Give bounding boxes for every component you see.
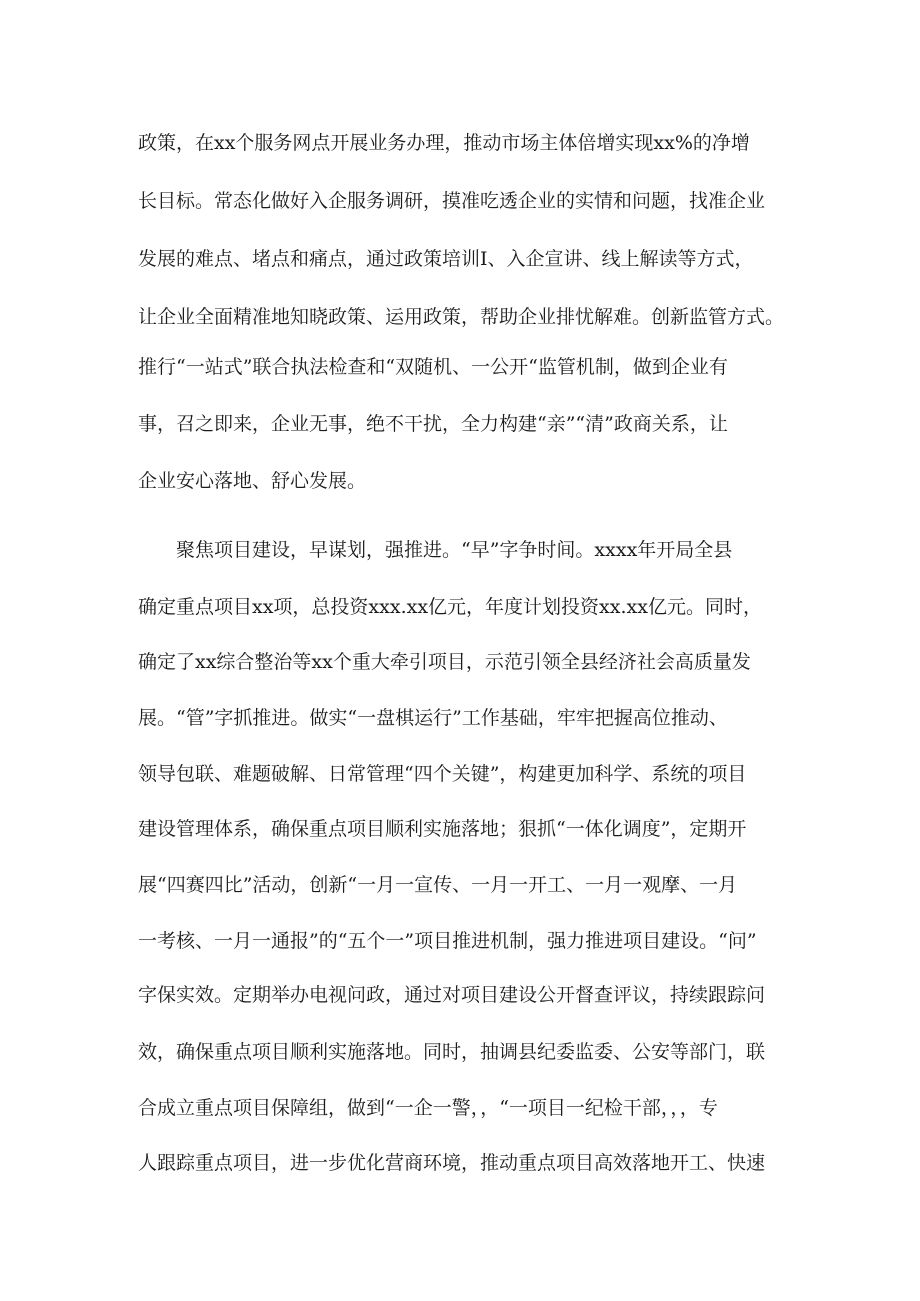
text-line: 发展的难点、堵点和痛点，通过政策培训I、入企宣讲、线上解读等方式， [138,248,754,270]
text-line: 聚焦项目建设，早谋划，强推进。“早”字争时间。xxxx年开局全县 [176,539,733,561]
text-line: 推行“一站式”联合执法检查和“双随机、一公开“监管机制，做到企业有 [138,356,728,378]
text-line: 合成立重点项目保障组，做到“一企一警，，“一项目一纪检干部，，，专 [138,1097,718,1119]
text-line: 一考核、一月一通报”的“五个一”项目推进机制，强力推进项目建设。“问” [138,930,757,952]
text-line: 人跟踪重点项目，进一步优化营商环境，推动重点项目高效落地开工、快速 [138,1152,766,1174]
text-line: 领导包联、难题破解、日常管理“四个关键”，构建更加科学、系统的项目 [138,763,747,785]
text-line: 确定重点项目xx项，总投资xxx.xx亿元，年度计划投资xx.xx亿元。同时， [138,596,762,618]
text-line: 企业安心落地、舒心发展。 [138,470,367,492]
text-line: 字保实效。定期举办电视问政，通过对项目建设公开督查评议，持续跟踪问 [138,984,766,1006]
text-line: 让企业全面精准地知晓政策、运用政策，帮助企业排忧解难。创新监管方式。 [138,306,785,328]
text-line: 事，召之即来，企业无事，绝不干扰，全力构建“亲”“清”政商关系，让 [138,413,728,435]
text-line: 效，确保重点项目顺利实施落地。同时，抽调县纪委监委、公安等部门，联 [138,1041,766,1063]
text-line: 政策，在xx个服务网点开展业务办理，推动市场主体倍增实现xx%的净增 [138,132,750,154]
text-line: 长目标。常态化做好入企服务调研，摸准吃透企业的实情和问题，找准企业 [138,190,766,212]
text-line: 确定了xx综合整治等xx个重大牵引项目，示范引领全县经济社会高质量发 [138,651,751,673]
text-line: 建设管理体系，确保重点项目顺利实施落地；狠抓“一体化调度”，定期开 [138,818,747,840]
text-line: 展。“管”字抓推进。做实“一盘棋运行”工作基础，牢牢把握高位推动、 [138,707,728,729]
text-line: 展“四赛四比”活动，创新“一月一宣传、一月一开工、一月一观摩、一月 [138,874,738,896]
